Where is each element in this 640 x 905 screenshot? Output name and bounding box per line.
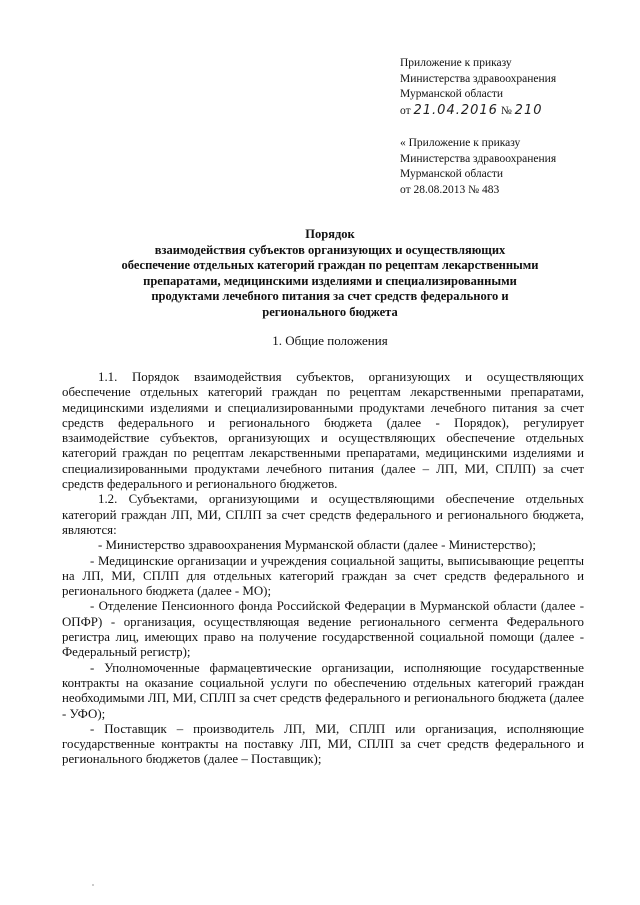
list-item-ufo: - Уполномоченные фармацевтические организации, исполняющие государственные контракты на оказание социальной услуги по обеспечению отдельных категорий граждан необходимыми ЛП, МИ, СПЛП за счет средств федерального и регионального бюджета (далее - УФО); [62,660,584,721]
annex-line: Мурманской области [400,168,504,180]
document-title [40,227,620,321]
scan-speck [92,884,94,886]
title-line: регионального бюджета [262,304,398,319]
annex-line: Мурманской области [400,88,504,100]
date-prefix: от [400,104,411,117]
paragraph-1-2: 1.2. Субъектами, организующими и осуществляющими обеспечение отдельных категорий граждан ЛП, МИ, СПЛП за счет средств федерального и регионального бюджета, являются: [62,492,584,537]
list-item-ministry: - Министерство здравоохранения Мурманской области (далее - Министерство); [98,538,536,553]
title-line: взаимодействия субъектов организующих и осуществляющих [154,242,506,257]
title-line: препаратами, медицинскими изделиями и специализированными [143,273,517,288]
annex-line: Приложение к приказу [400,57,512,69]
annex-line: Министерства здравоохранения [400,72,557,85]
annex-line: от 28.08.2013 № 483 [400,183,500,196]
title-line: обеспечение отдельных категорий граждан по рецептам лекарственными [121,258,539,273]
list-item-supplier: - Поставщик – производитель ЛП, МИ, СПЛП или организация, исполняющие государственные контракты на поставку ЛП, МИ, СПЛП за счет средств федерального и регионального бюджетов (далее – Поставщик); [62,721,584,767]
section-heading: 1. Общие положения [272,333,388,348]
title-line: Порядок [305,227,355,241]
paragraph-1-1: 1.1. Порядок взаимодействия субъектов, организующих и осуществляющих обеспечение отдельных категорий граждан по рецептам лекарственными препаратами, медицинскими изделиями и специализированными продуктами лечебного питания за счет средств федерального и регионального бюджета (далее - Порядок), регулирует взаимодействие субъектов, организующих и осуществляющих обеспечение отдельных категорий граждан по рецептам лекарственными препаратами, медицинскими изделиями и специализированными продуктами лечебного питания (далее – ЛП, МИ, СПЛП) за счет средств федерального и регионального бюджетов. [62,370,584,492]
title-line: продуктами лечебного питания за счет средств федерального и [151,289,509,304]
number-prefix: № [500,104,512,117]
list-item-opfr: - Отделение Пенсионного фонда Российской Федерации в Мурманской области (далее - ОПФР) - организация, осуществляющая ведение регионального сегмента Федерального регистра лиц, имеющих право на получение государственной социальной помощи (далее - Федеральный регистр); [62,599,584,660]
annex-header-original [400,136,620,198]
document-body [62,370,584,768]
annex-line: Министерства здравоохранения [400,152,557,165]
handwritten-date: 21.04.2016 [413,102,498,118]
annex-header-current [400,56,620,119]
annex-date-line [400,103,620,120]
annex-line: « Приложение к приказу [400,137,521,149]
handwritten-number: 210 [514,102,543,118]
list-item-medical-orgs: - Медицинские организации и учреждения социальной защиты, выписывающие рецепты на ЛП, МИ, СПЛП для отдельных категорий граждан за счет средств федерального и регионального бюджета (далее - МО); [62,553,584,599]
